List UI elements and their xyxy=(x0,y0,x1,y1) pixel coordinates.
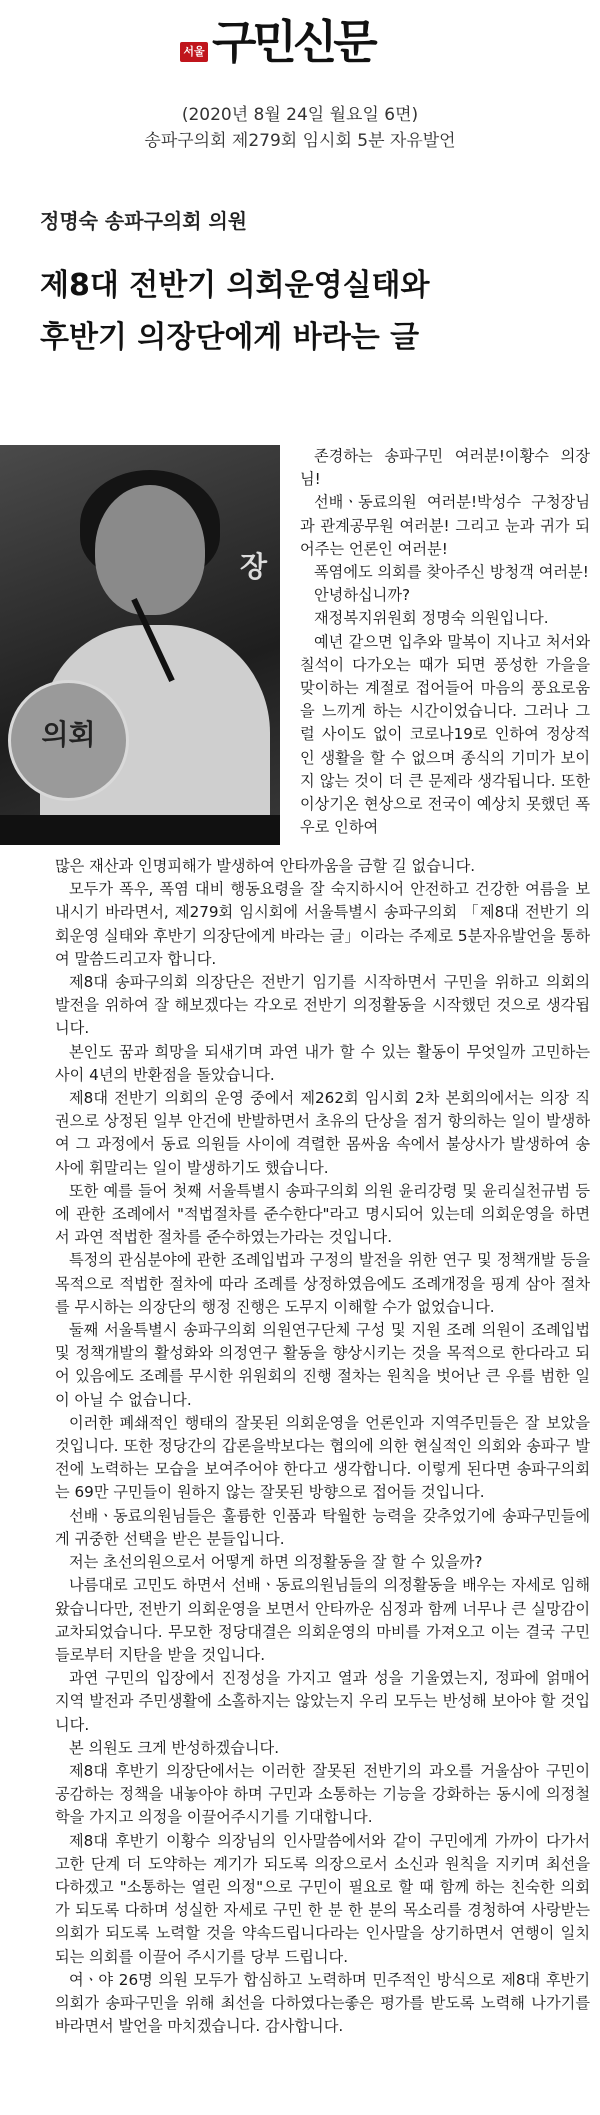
paragraph: 본인도 꿈과 희망을 되새기며 과연 내가 할 수 있는 활동이 무엇일까 고민하는 사이 4년의 반환점을 돌았습니다. xyxy=(55,1042,590,1084)
nameplate-glyph: 장 xyxy=(240,550,268,583)
paragraph: 이러한 폐쇄적인 행태의 잘못된 의회운영을 언론인과 지역주민들은 잘 보았을 것입니다. 또한 정당간의 갑론을박보다는 협의에 의한 현실적인 의회와 송파구 발전에 노력하는 모습을 보여주어야 한다고 생각합니다. 이렇게 된다면 송파구의회는 69만 구민들이 원하지 않는 잘못된 방향으로 접어들 것입니다. xyxy=(55,1413,590,1502)
paragraph: 많은 재산과 인명피해가 발생하여 안타까움을 금할 길 없습니다. xyxy=(55,857,476,875)
paragraph: 선배ㆍ동료의원 여러분!박성수 구청장님과 관계공무원 여러분! 그리고 눈과 귀가 되어주는 언론인 여러분! xyxy=(300,493,590,558)
paragraph: 선배ㆍ동료의원님들은 훌륭한 인품과 탁월한 능력을 갖추었기에 송파구민들에게 귀중한 선택을 받은 분들입니다. xyxy=(55,1506,590,1548)
paragraph: 폭염에도 의회를 찾아주신 방청객 여러분! xyxy=(314,563,589,582)
logo-badge: 서울 xyxy=(180,42,208,62)
headline-line-2: 후반기 의장단에게 바라는 글 xyxy=(40,320,420,355)
paragraph: 또한 예를 들어 첫째 서울특별시 송파구의회 의원 윤리강령 및 윤리실천규범 등에 관한 조례에서 "적법절차를 준수한다"라고 명시되어 있는데 의회운영을 하면서 과연 적법한 절차를 준수하였는가라는 것입니다. xyxy=(55,1181,590,1247)
logo-text: 구민신문 xyxy=(212,15,374,69)
speaker-photo xyxy=(0,445,280,845)
newspaper-logo xyxy=(180,14,420,74)
paragraph: 제8대 후반기 이황수 의장님의 인사말씀에서와 같이 구민에게 가까이 다가서 고한 단계 더 도약하는 계기가 되도록 의장으로서 소신과 원칙을 지키며 최선을 다하겠고 "소통하는 열린 의정"으로 구민이 필요로 할 때 함께 하는 친숙한 의회가 되도록 다하며 성실한 자세로 구민 한 분 한 분의 목소리를 경청하여 사랑받는 의회가 되도록 노력할 것을 약속드립니다라는 인사말을 상기하면서 연행이 일치되는 의회를 이끌어 주시기를 당부 드립니다. xyxy=(55,1831,590,1966)
dateline: (2020년 8월 24일 월요일 6면) xyxy=(181,105,419,125)
paragraph: 본 의원도 크게 반성하겠습니다. xyxy=(69,1738,280,1757)
article-column-full xyxy=(55,855,590,2038)
paragraph: 특정의 관심분야에 관한 조례입법과 구정의 발전을 위한 연구 및 정책개발 등을 목적으로 적법한 절차에 따라 조례를 상정하였음에도 조례개정을 핑계 삼아 절차를 무시하는 의장단의 행정 진행은 도무지 이해할 수가 없었습니다. xyxy=(55,1251,590,1316)
paragraph: 제8대 송파구의회 의장단은 전반기 임기를 시작하면서 구민을 위하고 의회의 발전을 위하여 잘 해보겠다는 각오로 전반기 의정활동을 시작했던 것으로 생각됩니다. xyxy=(55,973,590,1038)
paragraph: 나름대로 고민도 하면서 선배ㆍ동료의원님들의 의정활동을 배우는 자세로 임해 왔습니다만, 전반기 의회운영을 보면서 안타까운 심정과 함께 너무나 큰 실망감이 교차되었습니다. 무모한 정당대결은 의회운영의 마비를 가져오고 이는 결국 구민들로부터 지탄을 받을 것입니다. xyxy=(55,1576,590,1664)
article-column-right xyxy=(300,445,590,839)
headline-line-1: 제8대 전반기 의회운영실태와 xyxy=(40,268,430,303)
masthead xyxy=(0,0,600,78)
paragraph: 제8대 전반기 의회의 운영 중에서 제262회 임시회 2차 본회의에서는 의장 직권으로 상정된 일부 안건에 반발하면서 초유의 단상을 점거 항의하는 일이 발생하여 그 과정에서 동료 의원들 사이에 격렬한 몸싸움 속에서 불상사가 발생하여 송사에 휘말리는 일이 발생하기도 했습니다. xyxy=(55,1089,590,1177)
headline xyxy=(40,260,580,364)
paragraph: 저는 초선의원으로서 어떻게 하면 의정활동을 잘 할 수 있을까? xyxy=(69,1553,483,1572)
paragraph: 안녕하십니까? xyxy=(314,586,411,605)
paragraph: 제8대 후반기 의장단에서는 이러한 잘못된 전반기의 과오를 거울삼아 구민이 공감하는 정책을 내놓아야 하며 구민과 소통하는 기능을 강화하는 동시에 의정철학을 가지고 의정을 이끌어주시기를 기대합니다. xyxy=(55,1761,590,1827)
paragraph: 모두가 폭우, 폭염 대비 행동요령을 잘 숙지하시어 안전하고 건강한 여름을 보내시기 바라면서, 제279회 임시회에 서울특별시 송파구의회 「제8대 전반기 의회운영 실태와 후반기 의장단에게 바라는 글」이라는 주제로 5분자유발언을 통하여 말씀드리고자 합니다. xyxy=(55,880,590,968)
paragraph: 여ㆍ야 26명 의원 모두가 합심하고 노력하며 민주적인 방식으로 제8대 후반기 의회가 송파구민을 위해 최선을 다하였다는좋은 평가를 받도록 노력해 나가기를 바라면서 발언을 마치겠습니다. 감사합니다. xyxy=(55,1970,590,2036)
emblem-label: 의회 xyxy=(41,718,96,751)
council-emblem xyxy=(8,680,129,801)
paragraph: 과연 구민의 입장에서 진정성을 가지고 열과 성을 기울였는지, 정파에 얽매어 지역 발전과 주민생활에 소홀하지는 않았는지 우리 모두는 반성해 보아야 할 것입니다. xyxy=(55,1669,590,1734)
author-byline: 정명숙 송파구의회 의원 xyxy=(40,209,248,233)
paragraph: 둘째 서울특별시 송파구의회 의원연구단체 구성 및 지원 조례 의원이 조례입법 및 정책개발의 활성화와 의정연구 활동을 향상시키는 것을 목적으로 한다라고 되어 있음에도 조례를 무시한 위원회의 진행 절차는 원칙을 벗어난 큰 우를 범한 일이 아닐 수 없습니다. xyxy=(55,1321,590,1409)
paragraph: 존경하는 송파구민 여러분!이황수 의장님! xyxy=(300,447,590,489)
session-subline: 송파구의회 제279회 임시회 5분 자유발언 xyxy=(144,131,456,151)
paragraph: 재정복지위원회 정명숙 의원입니다. xyxy=(314,609,549,628)
paragraph: 예년 같으면 입추와 말복이 지나고 처서와 칠석이 다가오는 때가 되면 풍성한 가을을 맞이하는 계절로 접어들어 마음의 풍요로움을 느끼게 하는 시간이었습니다. 그러나 그럴 사이도 없이 코로나19로 인하여 정상적인 생활을 할 수 없으며 종식의 기미가 보이지 않는 것이 더 큰 문제라 생각됩니다. 또한 이상기온 현상으로 전국이 예상치 못했던 폭우로 인하여 xyxy=(300,632,590,837)
